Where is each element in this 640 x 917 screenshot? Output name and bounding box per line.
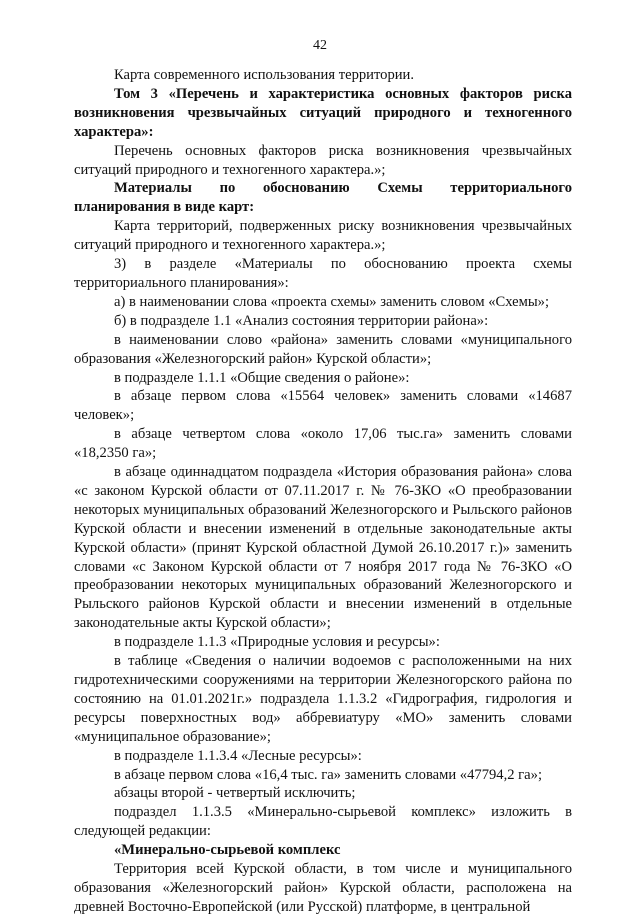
paragraph-bold: Материалы по обоснованию Схемы территориального планирования в виде карт: xyxy=(74,180,572,216)
paragraph: в подразделе 1.1.1 «Общие сведения о районе»: xyxy=(114,369,410,386)
section-heading: «Минерально-сырьевой комплекс xyxy=(114,842,341,859)
paragraph: в абзаце одиннадцатом подраздела «История образования района» слова «с законом Курской области от 07.11.2017 г. № 76-ЗКО «О преобразовании некоторых муниципальных образований Железногорского и Рыльского районов Курской области и внесении изменений в отдельные законодательные акты Курской области» (принят Курской областной Думой 26.10.2017 г.)» заменить словами «с Законом Курской области от 7 ноября 2017 года № 76-ЗКО «О преобразовании некоторых муниципальных образований Железногорского и Рыльского районов Курской области и внесении изменений в отдельные законодательные акты Курской области»; xyxy=(74,464,572,632)
paragraph: Перечень основных факторов риска возникновения чрезвычайных ситуаций природного и техногенного характера.»; xyxy=(74,142,572,178)
paragraph: в таблице «Сведения о наличии водоемов с расположенными на них гидротехническими сооружениями на территории Железногорского района по состоянию на 01.01.2021г.» подраздела 1.1.3.2 «Гидрография, гидрология и ресурсы поверхностных вод» аббревиатуру «МО» заменить словами «муниципальное образование»; xyxy=(74,653,572,745)
paragraph: 3) в разделе «Материалы по обоснованию проекта схемы территориального планирования»: xyxy=(74,256,572,291)
paragraph: б) в подразделе 1.1 «Анализ состояния территории района»: xyxy=(114,312,489,329)
paragraph: в наименовании слово «района» заменить словами «муниципального образования «Железногорский район» Курской области»; xyxy=(74,331,572,367)
paragraph: в абзаце первом слова «15564 человек» заменить словами «14687 человек»; xyxy=(74,388,572,424)
paragraph: в абзаце четвертом слова «около 17,06 тыс.га» заменить словами «18,2350 га»; xyxy=(74,426,572,462)
paragraph: Карта территорий, подверженных риску возникновения чрезвычайных ситуаций природного и техногенного характера.»; xyxy=(74,218,572,254)
paragraph: Территория всей Курской области, в том числе и муниципального образования «Железногорский район» Курской области, расположена на древней Восточно-Европейской (или Русской) платформе, в центральной xyxy=(74,861,572,915)
page-number: 42 xyxy=(313,38,327,53)
paragraph: в подразделе 1.1.3.4 «Лесные ресурсы»: xyxy=(114,747,362,764)
paragraph: а) в наименовании слова «проекта схемы» заменить словом «Схемы»; xyxy=(114,293,550,310)
paragraph: в абзаце первом слова «16,4 тыс. га» заменить словами «47794,2 га»; xyxy=(114,766,542,783)
paragraph: подраздел 1.1.3.5 «Минерально-сырьевой комплекс» изложить в следующей редакции: xyxy=(74,804,572,840)
document-body xyxy=(74,66,572,917)
paragraph: абзацы второй - четвертый исключить; xyxy=(114,785,356,802)
paragraph: Карта современного использования территории. xyxy=(114,67,415,83)
paragraph-bold: Том 3 «Перечень и характеристика основных факторов риска возникновения чрезвычайных ситуаций природного и техногенного характера»: xyxy=(74,85,572,140)
paragraph: в подразделе 1.1.3 «Природные условия и ресурсы»: xyxy=(114,634,440,651)
